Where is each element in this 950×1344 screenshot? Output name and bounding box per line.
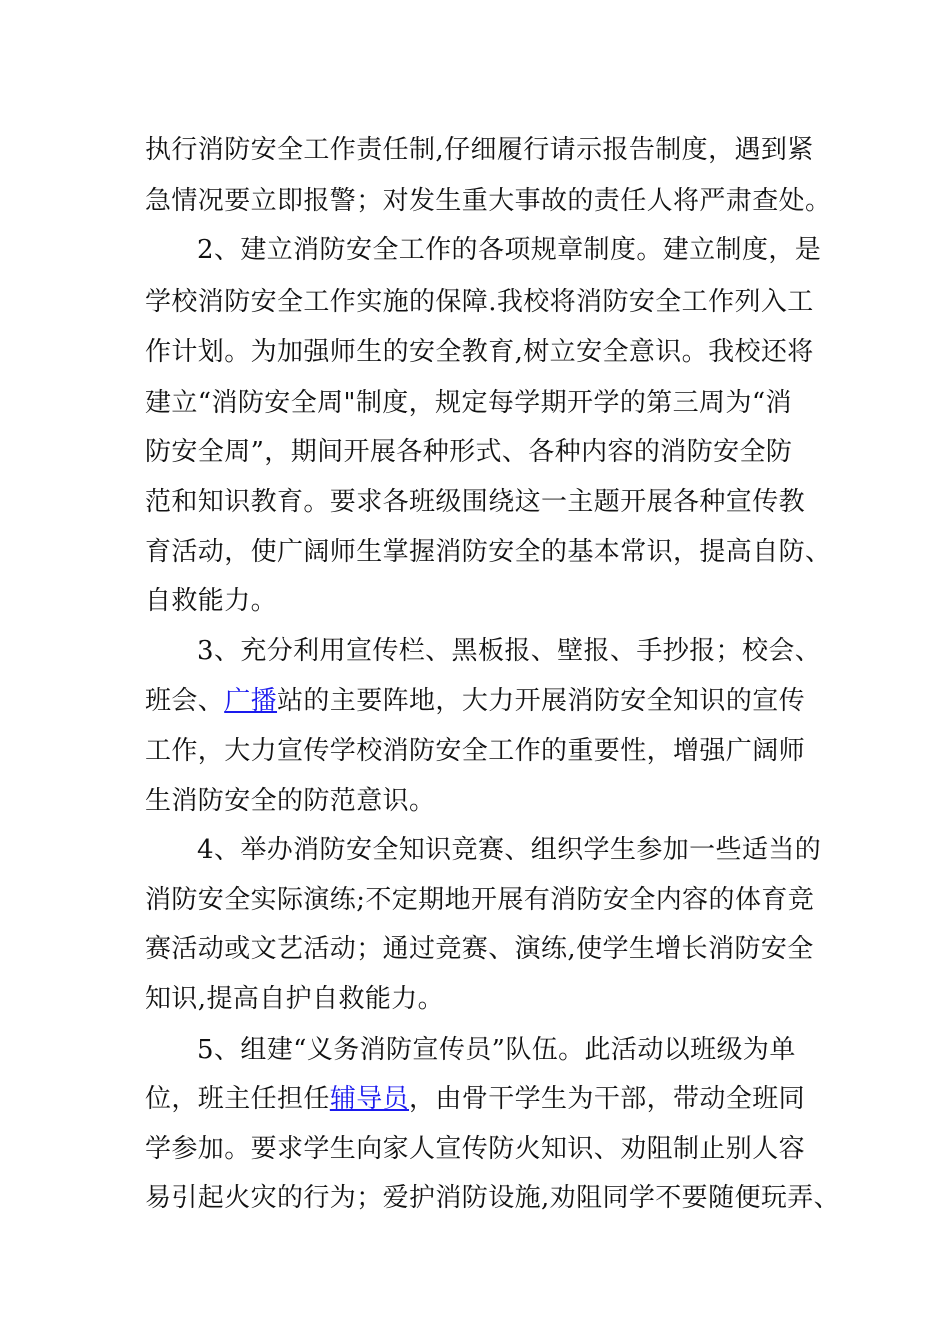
text-line xyxy=(145,482,946,522)
paragraph-start-line xyxy=(197,631,946,671)
line-text: 消防安全实际演练;不定期地开展有消防安全内容的体育竞 xyxy=(145,885,815,915)
line-text: 执行消防安全工作责任制,仔细履行请示报告制度，遇到紧 xyxy=(145,135,814,165)
text-line xyxy=(145,581,946,621)
text-line xyxy=(145,731,946,771)
text-line xyxy=(145,1079,946,1119)
line-text: 防安全周”，期间开展各种形式、各种内容的消防安全防 xyxy=(145,437,793,467)
line-text: 作计划。为加强师生的安全教育,树立安全意识。我校还将 xyxy=(145,337,814,367)
text-line xyxy=(145,282,946,322)
line-text-after-link: 站的主要阵地，大力开展消防安全知识的宣传 xyxy=(277,686,806,716)
line-text: 5、组建“义务消防宣传员”队伍。此活动以班级为单 xyxy=(197,1035,796,1065)
line-text: 范和知识教育。要求各班级围绕这一主题开展各种宣传教 xyxy=(145,487,806,517)
line-text: 2、建立消防安全工作的各项规章制度。建立制度，是 xyxy=(197,235,822,265)
line-text: 急情况要立即报警；对发生重大事故的责任人将严肃查处。 xyxy=(145,186,832,216)
text-line xyxy=(145,432,946,472)
text-line xyxy=(145,332,946,372)
line-text: 自救能力。 xyxy=(145,586,278,616)
line-text: 知识,提高自护自救能力。 xyxy=(145,984,445,1014)
line-text: 工作，大力宣传学校消防安全工作的重要性，增强广阔师 xyxy=(145,736,806,766)
line-text: 建立“消防安全周"制度，规定每学期开学的第三周为“消 xyxy=(145,388,792,418)
line-text-before-link: 位，班主任担任 xyxy=(145,1084,330,1114)
line-text-after-link: ，由骨干学生为干部，带动全班同 xyxy=(409,1084,806,1114)
broadcast-link[interactable]: 广播 xyxy=(224,686,278,716)
text-line xyxy=(145,1129,946,1169)
line-text: 易引起火灾的行为；爱护消防设施,劝阻同学不要随便玩弄、 xyxy=(145,1183,841,1213)
text-line xyxy=(145,880,946,920)
line-text: 学校消防安全工作实施的保障.我校将消防安全工作列入工 xyxy=(145,287,814,317)
line-text: 赛活动或文艺活动；通过竞赛、演练,使学生增长消防安全 xyxy=(145,934,814,964)
line-text: 学参加。要求学生向家人宣传防火知识、劝阻制止别人容 xyxy=(145,1134,806,1164)
line-text: 育活动，使广阔师生掌握消防安全的基本常识，提高自防、 xyxy=(145,537,832,567)
line-text: 生消防安全的防范意识。 xyxy=(145,786,436,816)
counselor-link[interactable]: 辅导员 xyxy=(329,1084,410,1114)
text-line xyxy=(145,681,946,721)
text-line xyxy=(145,1178,946,1218)
line-text-before-link: 班会、 xyxy=(145,686,225,716)
text-line xyxy=(145,929,946,969)
text-line xyxy=(145,979,946,1019)
text-line xyxy=(145,781,946,821)
paragraph-start-line xyxy=(197,830,946,870)
paragraph-start-line xyxy=(197,1030,946,1070)
text-line xyxy=(145,181,946,221)
text-line xyxy=(145,383,946,423)
text-line xyxy=(145,532,946,572)
paragraph-start-line xyxy=(197,230,946,270)
line-text: 3、充分利用宣传栏、黑板报、壁报、手抄报；校会、 xyxy=(197,636,822,666)
line-text: 4、举办消防安全知识竞赛、组织学生参加一些适当的 xyxy=(197,835,822,865)
text-line xyxy=(145,130,946,170)
